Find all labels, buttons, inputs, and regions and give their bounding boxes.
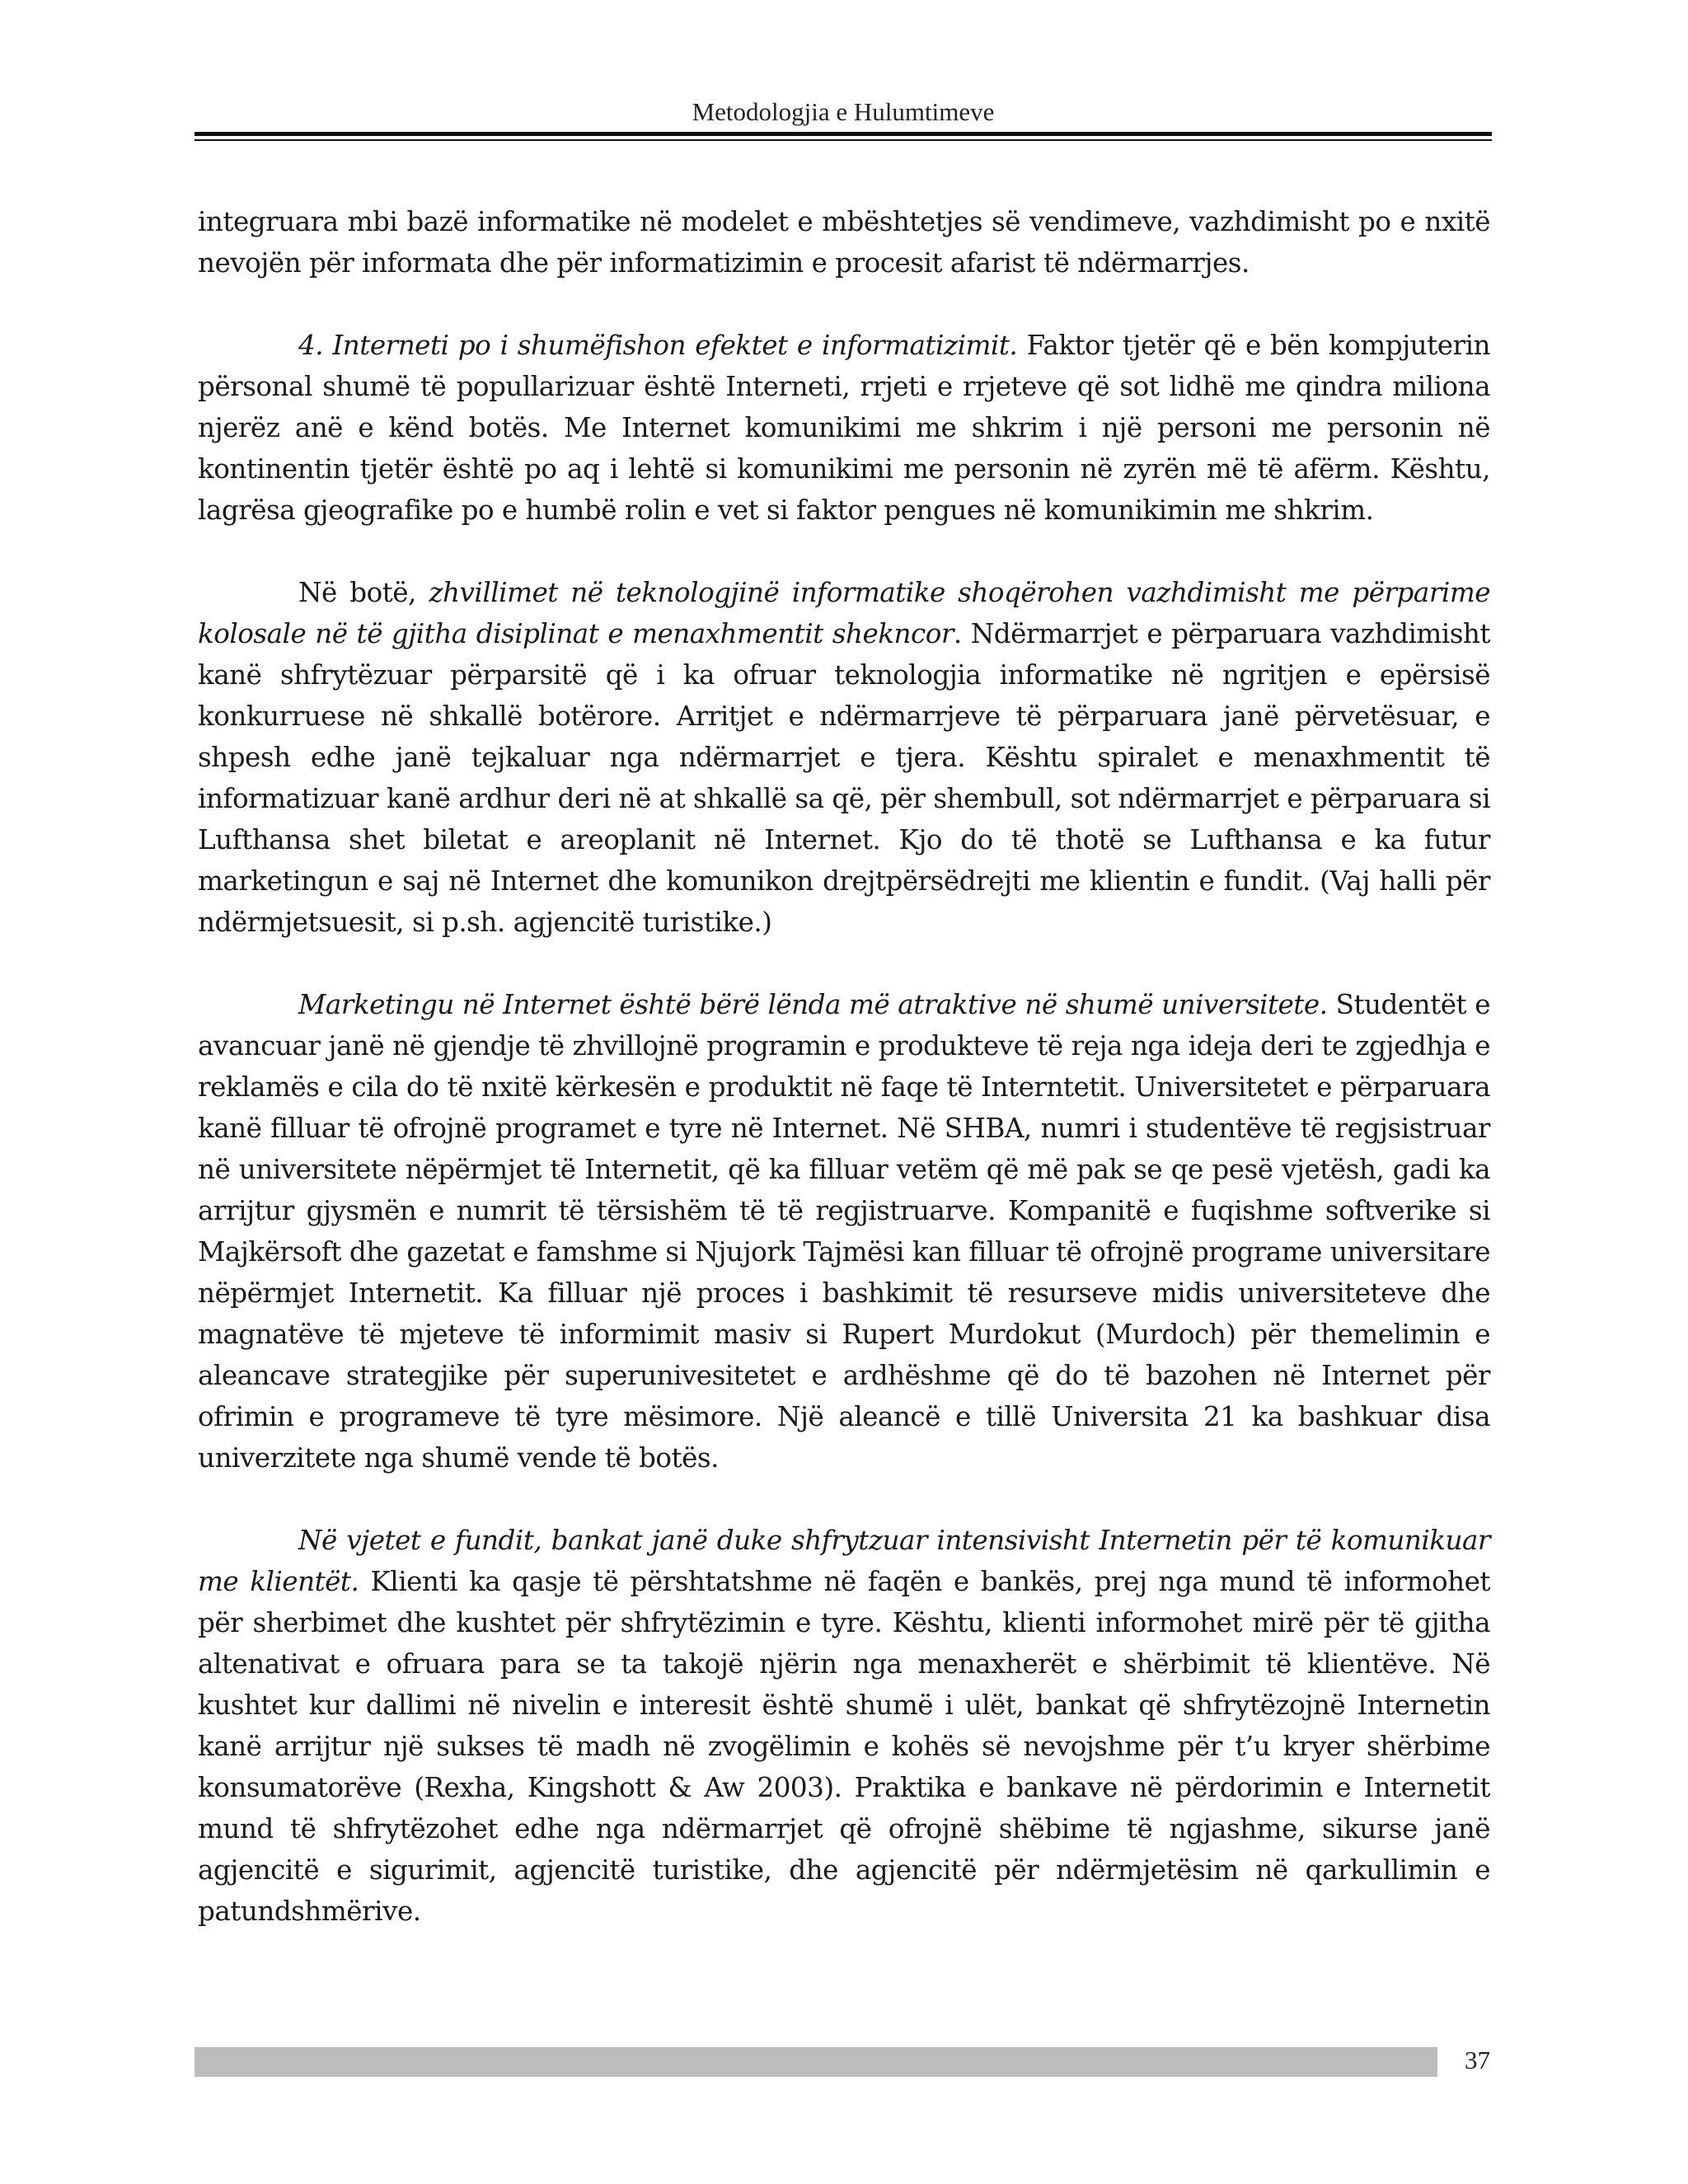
paragraph-italic-heading: zhvillimet në teknologjinë informatike shoqërohen vazhdimisht me përparime kolosale në të gjitha disiplinat e menaxhmentit shekncor — [198, 577, 1490, 649]
header-rule-thin — [195, 139, 1492, 141]
paragraph-text: . Ndërmarrjet e përparuara vazhdimisht kanë shfrytëzuar përparsitë që i ka ofruar teknologjia informatike në ngritjen e epërsisë konkurruese në shkallë botërore. Arritjet e ndërmarrjeve të përparuara janë përvetësuar, e shpesh edhe janë tejkaluar nga ndërmarrjet e tjera. Kështu spiralet e menaxhmentit të informatizuar kanë ardhur deri në at shkallë sa që, për shembull, sot ndërmarrjet e përparuara si Lufthansa shet biletat e areoplanit në Internet. Kjo do të thotë se Lufthansa e ka futur marketingun e saj në Internet dhe komunikon drejtpërsëdrejti me klientin e fundit. (Vaj halli për ndërmjetsuesit, si p.sh. agjencitë turistike.) — [198, 618, 1490, 938]
paragraph-world-developments — [198, 572, 1490, 943]
paragraph-text: Faktor tjetër që e bën kompjuterin përsonal shumë të popullarizuar është Interneti, rrjeti e rrjeteve që sot lidhë me qindra miliona njerëz anë e kënd botës. Me Internet komunikimi me shkrim i një personi me personin në kontinentin tjetër është po aq i lehtë si komunikimi me personin në zyrën më të afërm. Kështu, lagrësa gjeografike po e humbë rolin e vet si faktor pengues në komunikimin me shkrim. — [198, 330, 1490, 526]
paragraph-internet-marketing — [198, 984, 1490, 1479]
paragraph-text: Studentët e avancuar janë në gjendje të zhvillojnë programin e produkteve të reja nga ideja deri te zgjedhja e reklamës e cila do të nxitë kërkesën e produktit në faqe të Interntetit. Universitetet e përparuara kanë filluar të ofrojnë programet e tyre në Internet. Në SHBA, numri i studentëve të regjsistruar në universitete nëpërmjet të Internetit, që ka filluar vetëm që më pak se qe pesë vjetësh, gadi ka arrijtur gjysmën e numrit të tërsishëm të të regjistruarve. Kompanitë e fuqishme softverike si Majkërsoft dhe gazetat e famshme si Njujork Tajmësi kan filluar të ofrojnë programe universitare nëpërmjet Internetit. Ka filluar një proces i bashkimit të resurseve midis universiteteve dhe magnatëve të mjeteve të informimit masiv si Rupert Murdokut (Murdoch) për themelimin e aleancave strategjike për superunivesitetet e ardhëshme që do të bazohen në Internet për ofrimin e programeve të tyre mësimore. Një aleancë e tillë Universita 21 ka bashkuar disa univerzitete nga shumë vende të botës. — [198, 989, 1491, 1474]
paragraph-italic-heading: Marketingu në Internet është bërë lënda më atraktive në shumë universitete. — [298, 989, 1328, 1020]
paragraph-italic-heading: 4. Interneti po i shumëfishon efektet e informatizimit. — [298, 330, 1018, 361]
paragraph-text: Klienti ka qasje të përshtatshme në faqën e bankës, prej nga mund të informohet për sherbimet dhe kushtet për shfrytëzimin e tyre. Kështu, klienti informohet mirë për të gjitha altenativat e ofruara para se ta takojë njërin nga menaxherët e shërbimit të klientëve. Në kushtet kur dallimi në nivelin e interesit është shumë i ulët, bankat që shfrytëzojnë Internetin kanë arrijtur një sukses të madh në zvogëlimin e kohës së nevojshme për t’u kryer shërbime konsumatorëve (Rexha, Kingshott & Aw 2003). Praktika e bankave në përdorimin e Internetit mund të shfrytëzohet edhe nga ndërmarrjet që ofrojnë shëbime të ngjashme, sikurse janë agjencitë e sigurimit, agjencitë turistike, dhe agjencitë për ndërmjetësim në qarkullimin e patundshmërive. — [198, 1566, 1491, 1927]
page-number: 37 — [1465, 2046, 1490, 2074]
paragraph-internet-effects — [198, 325, 1490, 531]
header-rule-thick — [195, 132, 1492, 136]
paragraph-banks-internet — [198, 1520, 1490, 1932]
footer-bar — [195, 2047, 1437, 2077]
paragraph-lead: Në botë, — [298, 577, 429, 608]
paragraph-continuation: integruara mbi bazë informatike në modelet e mbështetjes së vendimeve, vazhdimisht po e nxitë nevojën për informata dhe për informatizimin e procesit afarist të ndërmarrjes. — [198, 206, 1490, 279]
paragraph-italic-heading: Në vjetet e fundit, bankat janë duke shfrytzuar intensivisht Internetin për të komunikuar me klientët. — [198, 1525, 1490, 1597]
running-header-title: Metodologjia e Hulumtimeve — [692, 97, 995, 126]
page-body — [198, 201, 1490, 1973]
